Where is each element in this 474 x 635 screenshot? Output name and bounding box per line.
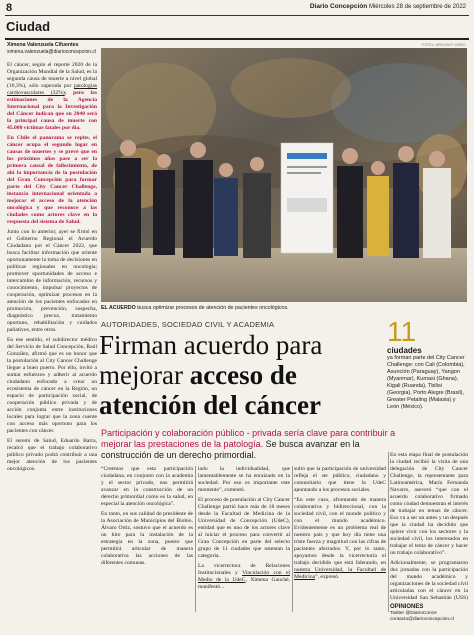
photo-caption — [101, 305, 467, 311]
section-rule — [5, 38, 469, 40]
paragraph — [7, 62, 97, 132]
article-column-2 — [101, 466, 193, 614]
paragraph: En Chile el panorama se repite, el cáncer ocupa el segundo lugar en causas de muertes y se prevé que en los próximos años pase a ser la primera causal de fallecimiento, de ahí la importancia de la postulación del Gran Concepción para formar parte del City Cancer Challenge, instancia internacional orientada a mejorar el acceso de la atención oncológica y que reconoce a las ciudades como actores clave en la respuesta del sistema de Salud. — [7, 135, 97, 225]
stat-label: ciudades — [387, 346, 422, 355]
top-rule — [5, 15, 469, 16]
text-run: , Ximena Gauché, manifestó... — [198, 577, 290, 590]
text-run: La vicerrectora de Relaciones Institucionales y — [198, 563, 290, 576]
publication-name: Diario Concepción — [309, 3, 368, 10]
headline-line-2 — [99, 360, 384, 390]
article-column-5 — [390, 452, 468, 602]
author-name: Ximena Valenzuela Cifuentes — [7, 42, 79, 48]
paragraph: En ese sentido, el subdirector médico del Servicio de Salud Concepción, Raúl González, afirmó que es un honor que la postulación al City Cancer Challenge llegue a buen puerto. Por ello, invitó a sumar esfuerzos y adherir al acuerdo ciudadano enfocado a crear un ecosistema de cáncer en la Región, un espacio de participación social, de cooperación público privada y de acción conjunta entre instituciones locales para lograr que la zona cuente con acceso más oportuno para los pacientes con cáncer. — [7, 337, 97, 434]
caption-label: EL ACUERDO — [101, 305, 136, 311]
article-photo — [101, 48, 467, 302]
text-run: nuestra Universidad, la Facultad de Medicina — [294, 567, 386, 580]
highlighted-text: ; pero las estimaciones de la Agencia Internacional para la Investigación del Cáncer indican que en 2040 será la principal causa de muerte con 45.000 víctimas fatales por día. — [7, 90, 97, 131]
text-run: Vinculación con el Medio de la UdeC — [198, 570, 290, 583]
headline — [99, 330, 384, 420]
paragraph: El proceso de postulación al City Cancer Challenge partió hace más de 18 meses desde la Facultad de Medicina de la Universidad de Concepción (UdeC), entidad que es uno de los actores clave al iniciar el proceso para convertir al Gran Concepción en parte del selecto grupo de 11 ciudades que ostentan la categoría. — [198, 497, 290, 559]
paragraph: sultó que la participación de universidad refleja el ser público, ciudadano y comunitario que tiene la UdeC apuntando a los procesos sociales. — [294, 466, 386, 493]
stat-sidebox — [387, 318, 467, 411]
paragraph: “Creemos que esta participación ciudadana, en conjunto con la academia y el sector privado, nos permitirá avanzar en la construcción de un derecho primordial como es la salud, en especial la atención oncológica”. — [101, 466, 193, 507]
opinions-title: OPINIONES — [390, 604, 424, 610]
text-run: “En este caso, afrontando de manera colaborativa y bidireccional, con la sociedad civil, con el mundo político y con el mundo académico. Evidentemente es un problema real de nuestro país y que hoy día tiene una triste fuerza y magnitud con las cifras de pacientes afectados. Y, por lo tanto, apoyamos desde la vicerrectoría el trabajo decidido que está liderando, en — [294, 497, 386, 566]
article-column-1 — [7, 62, 97, 612]
paragraph: En esta etapa final de postulación la ciudad recibió la visita de una delegación de City Cancer Challenge, la representante para Latinoamérica, María Fernanda Navarro, aseveró “que con el acuerdo colaborativo firmado como ciudad demuestran el interés de trabajar en temas de cáncer. Eso va a ser un antes y un después que la ciudad ha decidido que quiere vivir con los sectores y la sociedad civil, los interesados en trabajar el tema de cáncer y hacer un trabajo colaborativo”. — [390, 452, 468, 556]
column-divider — [388, 452, 389, 612]
headline-line-1: Firman acuerdo para — [99, 330, 323, 360]
column-divider — [292, 466, 293, 612]
deck-highlight: Participación y colaboración público - privada sería clave para contribuir a mejorar las prestaciones de la patología. — [101, 428, 396, 449]
group-photo-illustration — [101, 48, 467, 302]
text-run: El cáncer, según el reporte 2020 de la Organización Mundial de la Salud, es la segunda causa de muerte a nivel global (16,3%), sólo superada por — [7, 62, 97, 89]
section-title: Ciudad — [6, 19, 51, 34]
issue-date: Miércoles 28 de septiembre de 2022 — [368, 4, 466, 10]
stat-number: 11 — [387, 316, 417, 347]
paragraph — [198, 563, 290, 591]
deck-text: Se busca avanzar en la construcción de un derecho primordial. — [101, 439, 360, 460]
paragraph: Junto con lo anterior, ayer se firmó en el Gobierno Regional el Acuerdo Ciudadano por el Cáncer 2022, que busca facilitar información que oriente oportunamente la toma de decisiones en políticas regionales en oncología; promover oportunidades de acceso e intercambio de información, recursos y conocimiento, impulsar proyectos de cooperación, optimizar procesos en la atención de los pacientes enfocados en promoción, prevención, sospecha, diagnóstico precoz, tratamiento oportuno, rehabilitación y cuidados paliativos, entre otros. — [7, 229, 97, 333]
article-column-3 — [198, 466, 290, 614]
twitter-handle[interactable]: Twitter @DiarioConce — [390, 611, 437, 616]
headline-line-3: atención del cáncer — [99, 390, 321, 420]
kicker: AUTORIDADES, SOCIEDAD CIVIL Y ACADEMIA — [101, 320, 275, 329]
paragraph: El seremi de Salud, Eduardo Barra, recalcó que el trabajo colaborativo público privado podrá contribuir a una mejor atención de los pacientes oncológicos. — [7, 438, 97, 472]
paragraph: lado la individualidad, que lamentablemente se ha enraizado en la sociedad. Por eso es importante este momento”, comentó. — [198, 466, 290, 493]
caption-text: busca optimizar procesos de atención de pacientes oncológicos. — [137, 305, 289, 311]
paragraph: Adicionalmente, se programaron dos jornadas con la participación del mundo académico y organizaciones de la sociedad civil articuladas con el cáncer en la Universidad San Sebastián (USS) — [390, 560, 468, 601]
masthead — [310, 3, 466, 10]
text-run: patologías cardiovasculares (32%) — [7, 83, 97, 96]
byline — [7, 42, 102, 55]
photo-credit: FOTO: ARCHIVO UDEC — [422, 42, 466, 47]
author-email: ximena.valenzuela@diarioconcepcion.cl — [7, 48, 97, 55]
article-deck — [101, 428, 401, 461]
stat-text: ya forman parte del City Cancer Challenge: con Cali (Colombia), Asunción (Paraguay), Yangon (Myanmar), Kumasi (Ghana), Kigali (Ruanda), Tbilisi (Georgia), Porto Alegre (Brasil), Greater Petaling (Malasia) y León (México). — [387, 355, 465, 410]
opinions-box — [390, 604, 470, 623]
text-run: ”, expresó. — [315, 574, 340, 580]
paragraph — [294, 497, 386, 581]
contact-email[interactable]: contacto@diarioconcepcion.cl — [390, 617, 454, 622]
column-divider — [195, 466, 196, 612]
paragraph: En tanto, en sus calidad de presidente de la Asociación de Municipios del Biobío, Álvaro Ortiz, sostuvo que el acuerdo es un hito para la instalación de la estrategia en la zona, puesto que permitirá articular de manera colaborativa las acciones de las diferentes comunas. — [101, 511, 193, 566]
page-number: 8 — [6, 2, 13, 14]
headline-light: mejorar — [99, 360, 190, 390]
headline-bold: acceso de — [189, 360, 297, 390]
article-column-4 — [294, 466, 386, 614]
